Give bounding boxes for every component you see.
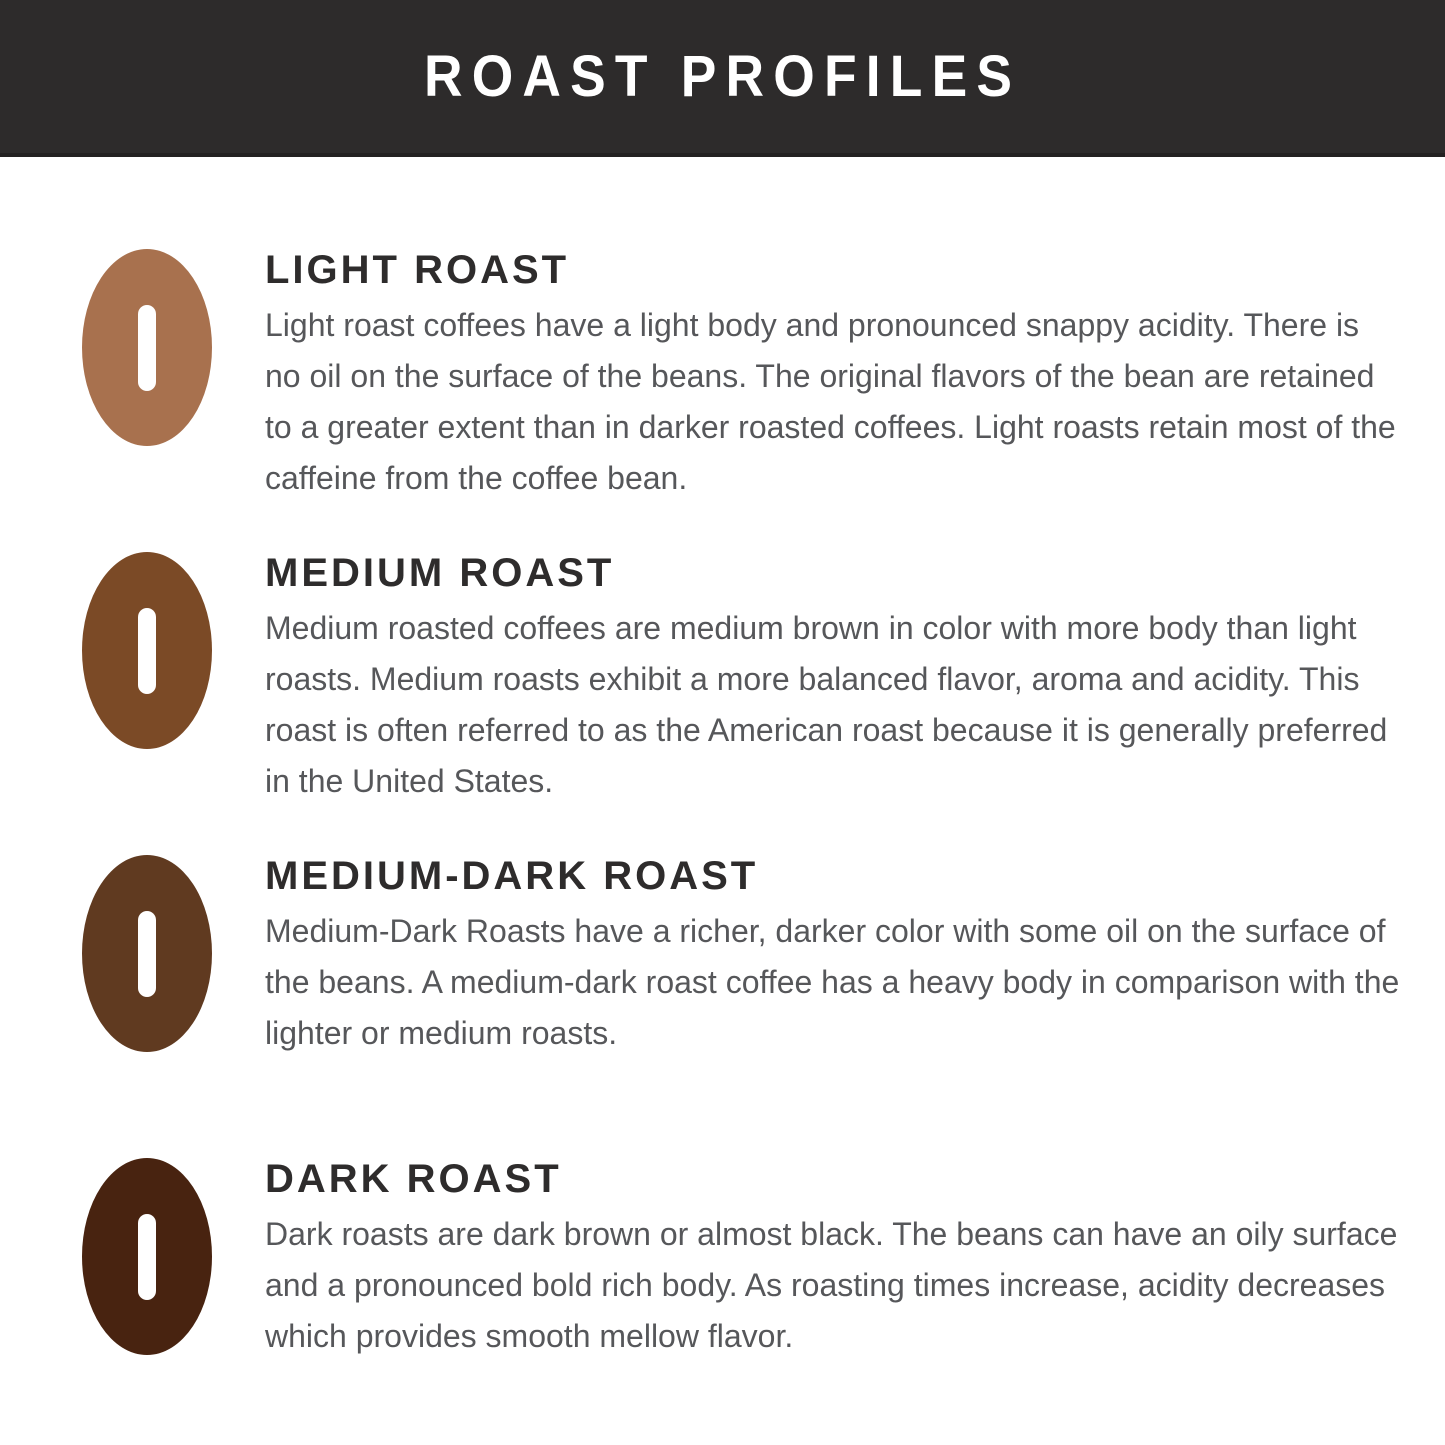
bean-slit [138, 305, 156, 391]
bean-slit [138, 1214, 156, 1300]
section-light-roast [82, 247, 1445, 550]
section-text [265, 550, 1400, 807]
section-title: LIGHT ROAST [265, 248, 570, 292]
section-title: DARK ROAST [265, 1157, 562, 1201]
section-dark-roast [82, 1156, 1445, 1445]
coffee-bean-icon [82, 1158, 212, 1355]
coffee-bean-icon [82, 552, 212, 749]
section-description: Dark roasts are dark brown or almost black. The beans can have an oily surface and a pronounced bold rich body. As roasting times increase, acidity decreases which provides smooth mellow flavor. [265, 1216, 1398, 1354]
coffee-bean-icon [82, 249, 212, 446]
section-text [265, 853, 1400, 1059]
page-title: ROAST PROFILES [423, 44, 1022, 109]
section-title: MEDIUM-DARK ROAST [265, 854, 759, 898]
section-title: MEDIUM ROAST [265, 551, 615, 595]
bean-slit [138, 608, 156, 694]
roast-profiles-list [0, 157, 1445, 1445]
coffee-bean-icon [82, 855, 212, 1052]
section-medium-roast [82, 550, 1445, 853]
section-description: Medium roasted coffees are medium brown in color with more body than light roasts. Medium roasts exhibit a more balanced flavor, aroma and acidity. This roast is often referred to as the American roast because it is generally preferred in the United States. [265, 610, 1388, 799]
header-bar [0, 0, 1445, 157]
section-text [265, 1156, 1400, 1362]
section-medium-dark-roast [82, 853, 1445, 1156]
section-text [265, 247, 1400, 504]
bean-slit [138, 911, 156, 997]
section-description: Medium-Dark Roasts have a richer, darker color with some oil on the surface of the beans. A medium-dark roast coffee has a heavy body in comparison with the lighter or medium roasts. [265, 913, 1400, 1051]
section-description: Light roast coffees have a light body and pronounced snappy acidity. There is no oil on the surface of the beans. The original flavors of the bean are retained to a greater extent than in darker roasted coffees. Light roasts retain most of the caffeine from the coffee bean. [265, 307, 1396, 496]
